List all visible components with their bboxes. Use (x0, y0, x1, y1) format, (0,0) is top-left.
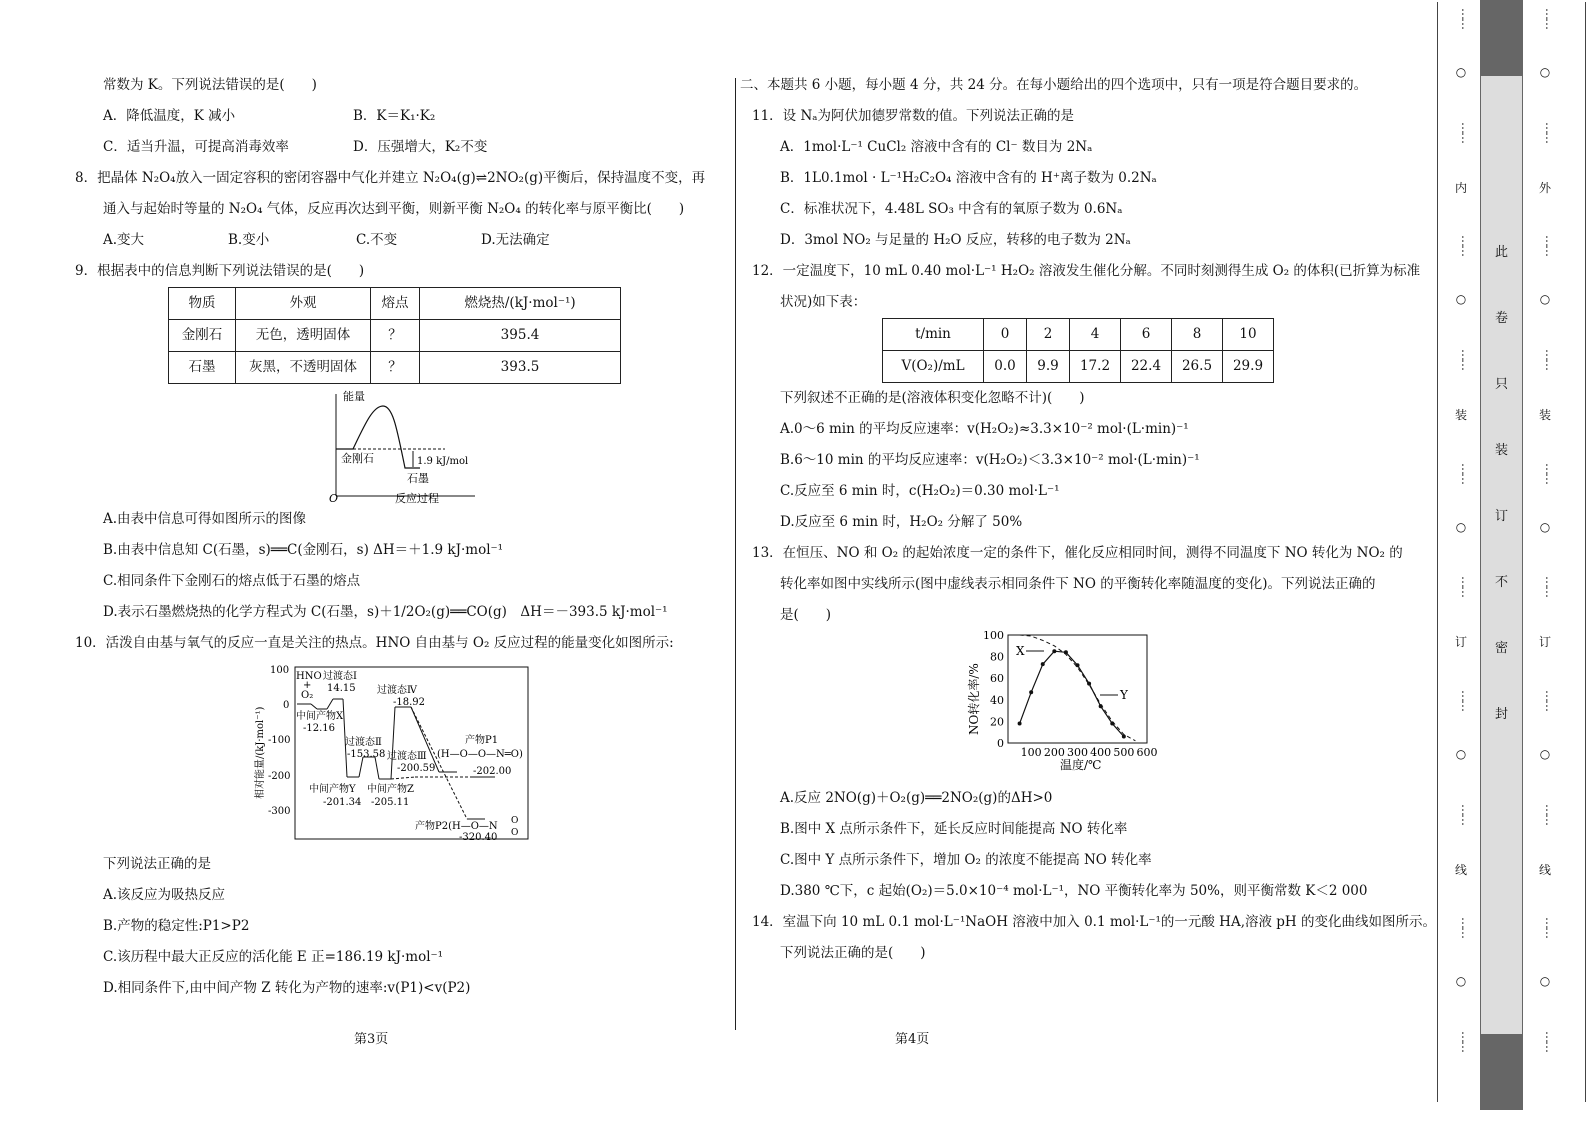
binding-mark: …… (1543, 462, 1557, 483)
q13-ytick: 80 (990, 650, 1004, 664)
binding-mark: …… (1459, 803, 1473, 824)
q10-option-a: A.该反应为吸热反应 (103, 887, 226, 903)
q10-ytick: -300 (268, 806, 291, 817)
q9-option-a: A.由表中信息可得如图所示的图像 (103, 511, 307, 527)
q10-p2: 产物P2(H—O—N (415, 821, 498, 832)
q10-ts3: 过渡态Ⅲ (387, 751, 427, 762)
q13-ytick: 20 (990, 715, 1004, 729)
q8-option-d: D.无法确定 (481, 232, 550, 248)
binding-mark: …… (1459, 121, 1473, 142)
q11-option-d: D．3mol NO₂ 与足量的 H₂O 反应，转移的电子数为 2Nₐ (780, 232, 1131, 248)
q13-annot-x: X (1016, 644, 1025, 658)
q10-int-y: 中间产物Y (309, 784, 356, 795)
q13-xtick: 500 (1113, 746, 1135, 759)
binding-mark: …… (1543, 576, 1557, 597)
q13-data-point (1064, 650, 1068, 654)
q7-options-row1 (75, 101, 725, 132)
q9-energy-figure (75, 384, 725, 504)
q9-option-d: D.表示石墨燃烧热的化学方程式为 C(石墨，s)＋1/2O₂(g)══CO(g) ΔH＝－393.5 kJ·mol⁻¹ (103, 604, 668, 620)
q13-option-a: A.反应 2NO(g)＋O₂(g)══2NO₂(g)的ΔH>0 (780, 790, 1053, 806)
binding-mark: ○ (1455, 64, 1467, 79)
q9-cell: 393.5 (420, 352, 621, 384)
q10-p2-o-up: O (511, 816, 519, 826)
q8-option-b: B.变小 (228, 232, 270, 248)
q12-cell: t/min (883, 319, 984, 351)
q12-cell: 4 (1070, 319, 1121, 351)
binding-mark: …… (1459, 576, 1473, 597)
q10-ts4: 过渡态Ⅳ (377, 685, 417, 696)
q8-option-a: A.变大 (103, 232, 145, 248)
q13-stem-line3: 是( ) (780, 607, 832, 623)
q13-conversion-curve (1020, 651, 1124, 736)
q13-data-point (1018, 722, 1022, 726)
binding-dark-top (1481, 1, 1522, 76)
binding-left-rule (1437, 2, 1438, 1102)
binding-mark: ○ (1455, 746, 1467, 761)
q9-delta-label: 1.9 kJ/mol (417, 456, 469, 467)
column-divider (735, 78, 736, 1030)
q10-int-xv: -12.16 (303, 723, 336, 734)
q10-p1: 产物P1 (465, 735, 499, 746)
binding-mark: 线 (1538, 862, 1551, 877)
q10-ylabel: 相对能量/(kJ·mol⁻¹) (255, 706, 266, 799)
binding-mark: …… (1459, 690, 1473, 711)
q7-option-c: C．适当升温，可提高消毒效率 (103, 139, 289, 155)
q13-option-c: C.图中 Y 点所示条件下，增加 O₂ 的浓度不能提高 NO 转化率 (780, 852, 1152, 868)
binding-mark: 外 (1538, 180, 1551, 195)
binding-mark: …… (1543, 803, 1557, 824)
binding-mark: …… (1459, 462, 1473, 483)
q10-ytick: -200 (268, 771, 291, 782)
page-number-right: 第4页 (895, 1032, 930, 1047)
q9-th-mp: 熔点 (371, 288, 420, 320)
q10-p1s: (H—O—O—N═O) (437, 749, 523, 760)
q12-stem-line1: 12．一定温度下，10 mL 0.40 mol·L⁻¹ H₂O₂ 溶液发生催化分解。不同时刻测得生成 O₂ 的体积(已折算为标准 (752, 263, 1421, 279)
q12-cell: 22.4 (1121, 351, 1172, 383)
q10-int-x: 中间产物X (296, 711, 344, 722)
q12-option-d: D.反应至 6 min 时，H₂O₂ 分解了 50% (780, 514, 1023, 530)
q12-cell: 6 (1121, 319, 1172, 351)
q10-ts1v: 14.15 (327, 683, 356, 694)
q10-int-yv: -201.34 (323, 797, 362, 808)
q13-data-point (1076, 663, 1080, 667)
binding-mark: …… (1543, 8, 1557, 28)
binding-mark: …… (1543, 1031, 1557, 1052)
binding-mark: …… (1459, 917, 1473, 938)
binding-notice-char: 封 (1494, 707, 1508, 722)
binding-mark: …… (1459, 8, 1473, 28)
q12-cell: 29.9 (1223, 351, 1274, 383)
q13-xtick: 400 (1090, 746, 1112, 759)
q10-plus: + (303, 680, 312, 691)
q13-ytick: 100 (983, 631, 1004, 642)
q13-annot-y: Y (1120, 688, 1128, 702)
binding-mark: …… (1543, 690, 1557, 711)
q8-option-c: C.不变 (356, 232, 398, 248)
q10-ytick: -100 (268, 735, 291, 746)
q10-ts4v: -18.92 (393, 697, 426, 708)
binding-mark: …… (1459, 349, 1473, 370)
q13-data-point (1041, 662, 1045, 666)
q12-cell: 10 (1223, 319, 1274, 351)
q13-ytick: 40 (990, 693, 1004, 707)
q13-xlabel: 温度/℃ (1060, 758, 1102, 772)
q9-th-appearance: 外观 (236, 288, 371, 320)
binding-mark: ○ (1455, 519, 1467, 534)
q10-o2: O₂ (301, 690, 314, 701)
binding-mark: 装 (1538, 407, 1551, 422)
binding-mark: …… (1543, 349, 1557, 370)
q13-xtick: 100 (1020, 746, 1042, 759)
q13-data-point (1099, 704, 1103, 708)
q11-option-a: A．1mol·L⁻¹ CuCl₂ 溶液中含有的 Cl⁻ 数目为 2Nₐ (780, 139, 1093, 155)
q13-data-point (1029, 690, 1033, 694)
binding-dark-bottom (1481, 1034, 1522, 1109)
q8-stem-line2: 通入与起始时等量的 N₂O₄ 气体，反应再次达到平衡，则新平衡 N₂O₄ 的转化率与原平衡比( ) (103, 201, 685, 217)
q12-cell: 0 (984, 319, 1027, 351)
q14-stem-line1: 14．室温下向 10 mL 0.1 mol·L⁻¹NaOH 溶液中加入 0.1 mol·L⁻¹的一元酸 HA,溶液 pH 的变化曲线如图所示。 (752, 914, 1436, 930)
left-column (75, 70, 725, 1004)
inner-seal-line (1449, 8, 1473, 1088)
q10-int-zv: -205.11 (371, 797, 410, 808)
q10-energy-figure (75, 659, 725, 849)
q9-ylabel: 能量 (343, 390, 365, 403)
binding-mark: ○ (1539, 974, 1551, 989)
q7-option-a: A．降低温度，K 减小 (103, 108, 236, 124)
q9-cell: ？ (371, 352, 420, 384)
q9-origin: O (329, 492, 339, 504)
q9-cell: 灰黑，不透明固体 (236, 352, 371, 384)
q10-option-c: C.该历程中最大正反应的活化能 E 正=186.19 kJ·mol⁻¹ (103, 949, 444, 965)
q13-ticks (983, 631, 1158, 759)
q9-th-substance: 物质 (169, 288, 236, 320)
binding-mark: ○ (1455, 292, 1467, 307)
q13-chart (740, 631, 1400, 783)
q9-cell: ？ (371, 320, 420, 352)
q12-sub: 下列叙述不正确的是(溶液体积变化忽略不计)( ) (780, 390, 1085, 406)
q12-option-c: C.反应至 6 min 时，c(H₂O₂)＝0.30 mol·L⁻¹ (780, 483, 1060, 499)
binding-mark: 订 (1454, 635, 1467, 650)
binding-notice-char: 订 (1494, 509, 1508, 524)
q13-xtick: 200 (1043, 746, 1065, 759)
binding-mark: ○ (1539, 64, 1551, 79)
binding-notice-char: 装 (1494, 443, 1508, 458)
q12-cell: 8 (1172, 319, 1223, 351)
q10-ytick: 100 (270, 665, 290, 676)
q9-cell: 无色，透明固体 (236, 320, 371, 352)
q10-option-d: D.相同条件下,由中间产物 Z 转化为产物的速率:v(P1)<v(P2) (103, 980, 471, 996)
q9-xlabel: 反应过程 (395, 492, 439, 504)
q7-tail: 常数为 K。下列说法错误的是( ) (103, 77, 317, 93)
binding-mark: ○ (1539, 746, 1551, 761)
binding-gray-bar (1480, 0, 1523, 1110)
q10-stem: 10．活泼自由基与氧气的反应一直是关注的热点。HNO 自由基与 O₂ 反应过程的能量变化如图所示: (75, 635, 674, 651)
q13-data-point (1122, 735, 1126, 739)
binding-mark: ○ (1539, 292, 1551, 307)
outer-seal-line (1533, 8, 1557, 1088)
q12-cell: 9.9 (1027, 351, 1070, 383)
page-number-left: 第3页 (354, 1032, 389, 1047)
binding-notice-char: 密 (1494, 641, 1508, 656)
q13-option-b: B.图中 X 点所示条件下，延长反应时间能提高 NO 转化率 (780, 821, 1128, 837)
right-column (740, 70, 1436, 969)
q12-cell: 26.5 (1172, 351, 1223, 383)
binding-notice-char: 只 (1494, 377, 1508, 392)
q10-p2-o-down: O (511, 828, 519, 838)
section-2-header: 二、本题共 6 小题，每小题 4 分，共 24 分。在每小题给出的四个选项中，只有一项是符合题目要求的。 (740, 77, 1368, 93)
q11-option-c: C．标准状况下，4.48L SO₃ 中含有的氧原子数为 0.6Nₐ (780, 201, 1123, 217)
q10-ytick: 0 (283, 700, 290, 711)
q13-xtick: 300 (1067, 746, 1088, 759)
q9-th-heat: 燃烧热/(kJ·mol⁻¹) (420, 288, 621, 320)
q13-ytick: 60 (990, 672, 1004, 686)
q12-option-a: A.0～6 min 的平均反应速率：v(H₂O₂)≈3.3×10⁻² mol·(L·min)⁻¹ (780, 421, 1189, 437)
binding-mark: 线 (1454, 862, 1467, 877)
q10-p1v: -202.00 (473, 766, 512, 777)
q13-ytick: 0 (997, 737, 1004, 750)
q10-option-b: B.产物的稳定性:P1>P2 (103, 918, 250, 934)
q10-ts1: 过渡态Ⅰ (323, 671, 357, 682)
binding-mark: …… (1543, 235, 1557, 256)
q14-stem-line2: 下列说法正确的是( ) (780, 945, 926, 961)
q13-option-d: D.380 ℃下，c 起始(O₂)＝5.0×10⁻⁴ mol·L⁻¹，NO 平衡转化率为 50%，则平衡常数 K＜2 000 (780, 883, 1368, 899)
binding-mark: …… (1459, 235, 1473, 256)
binding-mark: ○ (1455, 974, 1467, 989)
q9-graphite-label: 石墨 (407, 472, 429, 485)
q12-stem-line2: 状况)如下表： (780, 294, 867, 310)
q10-p2v: -320.40 (459, 832, 498, 843)
q13-stem-line1: 13．在恒压、NO 和 O₂ 的起始浓度一定的条件下，催化反应相同时间，测得不同温度下 NO 转化为 NO₂ 的 (752, 545, 1403, 561)
binding-mark: 内 (1454, 180, 1467, 195)
q7-options-row2 (75, 132, 725, 163)
binding-mark: 装 (1454, 407, 1467, 422)
q8-options (75, 225, 725, 256)
q9-option-c: C.相同条件下金刚石的熔点低于石墨的熔点 (103, 573, 361, 589)
binding-notice-char: 此 (1494, 245, 1508, 260)
q12-cell: V(O₂)/mL (883, 351, 984, 383)
q9-stem: 9．根据表中的信息判断下列说法错误的是( ) (75, 263, 365, 279)
q7-option-d: D．压强增大，K₂不变 (353, 139, 488, 155)
binding-mark: …… (1543, 917, 1557, 938)
q12-option-b: B.6～10 min 的平均反应速率：v(H₂O₂)＜3.3×10⁻² mol·(L·min)⁻¹ (780, 452, 1200, 468)
q9-table (168, 287, 621, 384)
binding-mark: …… (1543, 121, 1557, 142)
q9-cell: 金刚石 (169, 320, 236, 352)
q13-ylabel: NO转化率/% (967, 663, 981, 735)
q12-cell: 0.0 (984, 351, 1027, 383)
q9-option-b: B.由表中信息知 C(石墨，s)══C(金刚石，s) ΔH＝＋1.9 kJ·mol⁻¹ (103, 542, 504, 558)
q12-cell: 17.2 (1070, 351, 1121, 383)
q10-ts3v: -200.59 (397, 763, 436, 774)
binding-notice-char: 不 (1494, 575, 1508, 590)
q10-int-z: 中间产物Z (367, 784, 414, 795)
q13-points (1018, 649, 1126, 738)
q13-data-point (1087, 682, 1091, 686)
q11-stem: 11．设 Nₐ为阿伏加德罗常数的值。下列说法正确的是 (752, 108, 1074, 124)
q9-cell: 石墨 (169, 352, 236, 384)
q11-option-b: B．1L0.1mol · L⁻¹H₂C₂O₄ 溶液中含有的 H⁺离子数为 0.2Nₐ (780, 170, 1157, 186)
q13-xtick: 600 (1136, 746, 1158, 759)
q12-cell: 2 (1027, 319, 1070, 351)
q13-data-point (1110, 722, 1114, 726)
q12-table (882, 318, 1274, 383)
binding-margin (1437, 0, 1587, 1122)
binding-mark: 订 (1538, 635, 1551, 650)
q13-data-point (1052, 649, 1056, 653)
binding-notice (1481, 241, 1522, 761)
binding-mark: …… (1459, 1031, 1473, 1052)
q9-cell: 395.4 (420, 320, 621, 352)
q10-reactant: HNO (296, 671, 322, 682)
binding-right-rule (1585, 2, 1586, 1102)
q10-ts2v: -153.58 (347, 749, 386, 760)
q10-ts2: 过渡态Ⅱ (345, 737, 382, 748)
binding-mark: ○ (1539, 519, 1551, 534)
binding-notice-char: 卷 (1494, 311, 1508, 326)
q10-sub: 下列说法正确的是 (103, 856, 211, 872)
q8-stem-line1: 8．把晶体 N₂O₄放入一固定容积的密闭容器中气化并建立 N₂O₄(g)⇌2NO₂(g)平衡后，保持温度不变，再 (75, 170, 706, 186)
q13-stem-line2: 转化率如图中实线所示(图中虚线表示相同条件下 NO 的平衡转化率随温度的变化)。下列说法正确的 (780, 576, 1376, 592)
q7-option-b: B．K＝K₁·K₂ (353, 108, 436, 124)
q9-diamond-label: 金刚石 (341, 452, 374, 465)
